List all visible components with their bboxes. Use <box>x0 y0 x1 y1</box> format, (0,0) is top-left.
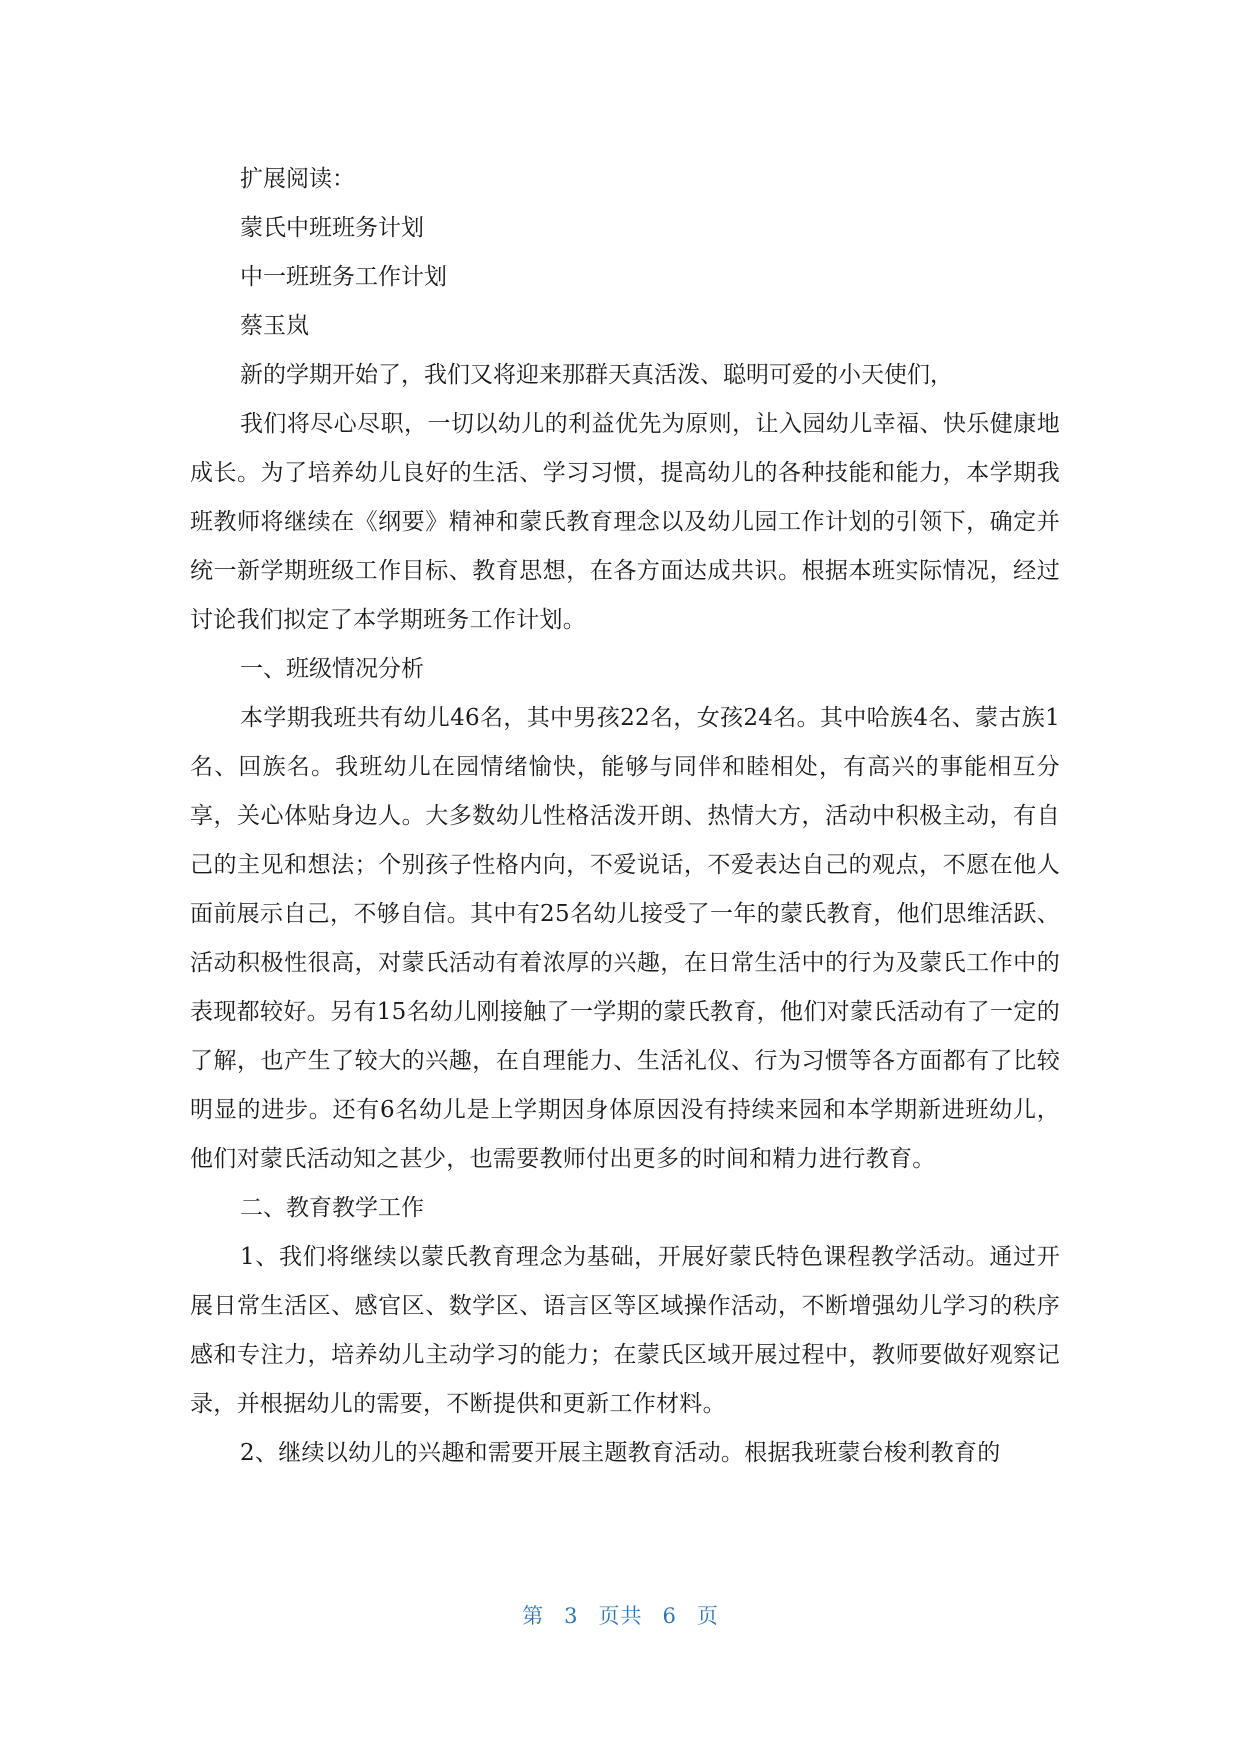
document-subtitle: 中一班班务工作计划 <box>240 264 447 290</box>
paragraph-teaching-item-2: 2、继续以幼儿的兴趣和需要开展主题教育活动。根据我班蒙台梭利教育的 <box>240 1440 1001 1466</box>
intro-line: 新的学期开始了，我们又将迎来那群天真活泼、聪明可爱的小天使们， <box>240 362 953 388</box>
total-page-number: 6 <box>662 1604 677 1628</box>
page-number-footer <box>0 1600 1241 1630</box>
page-label-prefix: 第 <box>522 1604 545 1628</box>
page-label-suffix: 页 <box>696 1604 719 1628</box>
paragraph-teaching-item-1: 1、我们将继续以蒙氏教育理念为基础，开展好蒙氏特色课程教学活动。通过开展日常生活区、感官区、数学区、语言区等区域操作活动，不断增强幼儿学习的秩序感和专注力，培养幼儿主动学习的能力；在蒙氏区域开展过程中，教师要做好观察记录，并根据幼儿的需要，不断提供和更新工作材料。 <box>190 1244 1060 1417</box>
paragraph-intro: 我们将尽心尽职，一切以幼儿的利益优先为原则，让入园幼儿幸福、快乐健康地成长。为了培养幼儿良好的生活、学习习惯，提高幼儿的各种技能和能力，本学期我班教师将继续在《纲要》精神和蒙氏教育理念以及幼儿园工作计划的引领下，确定并统一新学期班级工作目标、教育思想，在各方面达成共识。根据本班实际情况，经过讨论我们拟定了本学期班务工作计划。 <box>190 411 1060 633</box>
document-body <box>190 155 1060 1478</box>
document-title: 蒙氏中班班务计划 <box>240 215 424 241</box>
section-heading-teaching-work: 二、教育教学工作 <box>240 1195 424 1221</box>
current-page-number: 3 <box>564 1604 579 1628</box>
page-label-mid: 页共 <box>598 1604 643 1628</box>
paragraph-class-analysis: 本学期我班共有幼儿46名，其中男孩22名，女孩24名。其中哈族4名、蒙古族1名、回族名。我班幼儿在园情绪愉快，能够与同伴和睦相处，有高兴的事能相互分享，关心体贴身边人。大多数幼儿性格活泼开朗、热情大方，活动中积极主动，有自己的主见和想法；个别孩子性格内向，不爱说话，不爱表达自己的观点，不愿在他人面前展示自己，不够自信。其中有25名幼儿接受了一年的蒙氏教育，他们思维活跃、活动积极性很高，对蒙氏活动有着浓厚的兴趣，在日常生活中的行为及蒙氏工作中的表现都较好。另有15名幼儿刚接触了一学期的蒙氏教育，他们对蒙氏活动有了一定的了解，也产生了较大的兴趣，在自理能力、生活礼仪、行为习惯等各方面都有了比较明显的进步。还有6名幼儿是上学期因身体原因没有持续来园和本学期新进班幼儿，他们对蒙氏活动知之甚少，也需要教师付出更多的时间和精力进行教育。 <box>190 705 1060 1172</box>
author-name: 蔡玉岚 <box>240 313 309 339</box>
extended-reading-label: 扩展阅读： <box>240 166 355 192</box>
section-heading-class-analysis: 一、班级情况分析 <box>240 656 424 682</box>
